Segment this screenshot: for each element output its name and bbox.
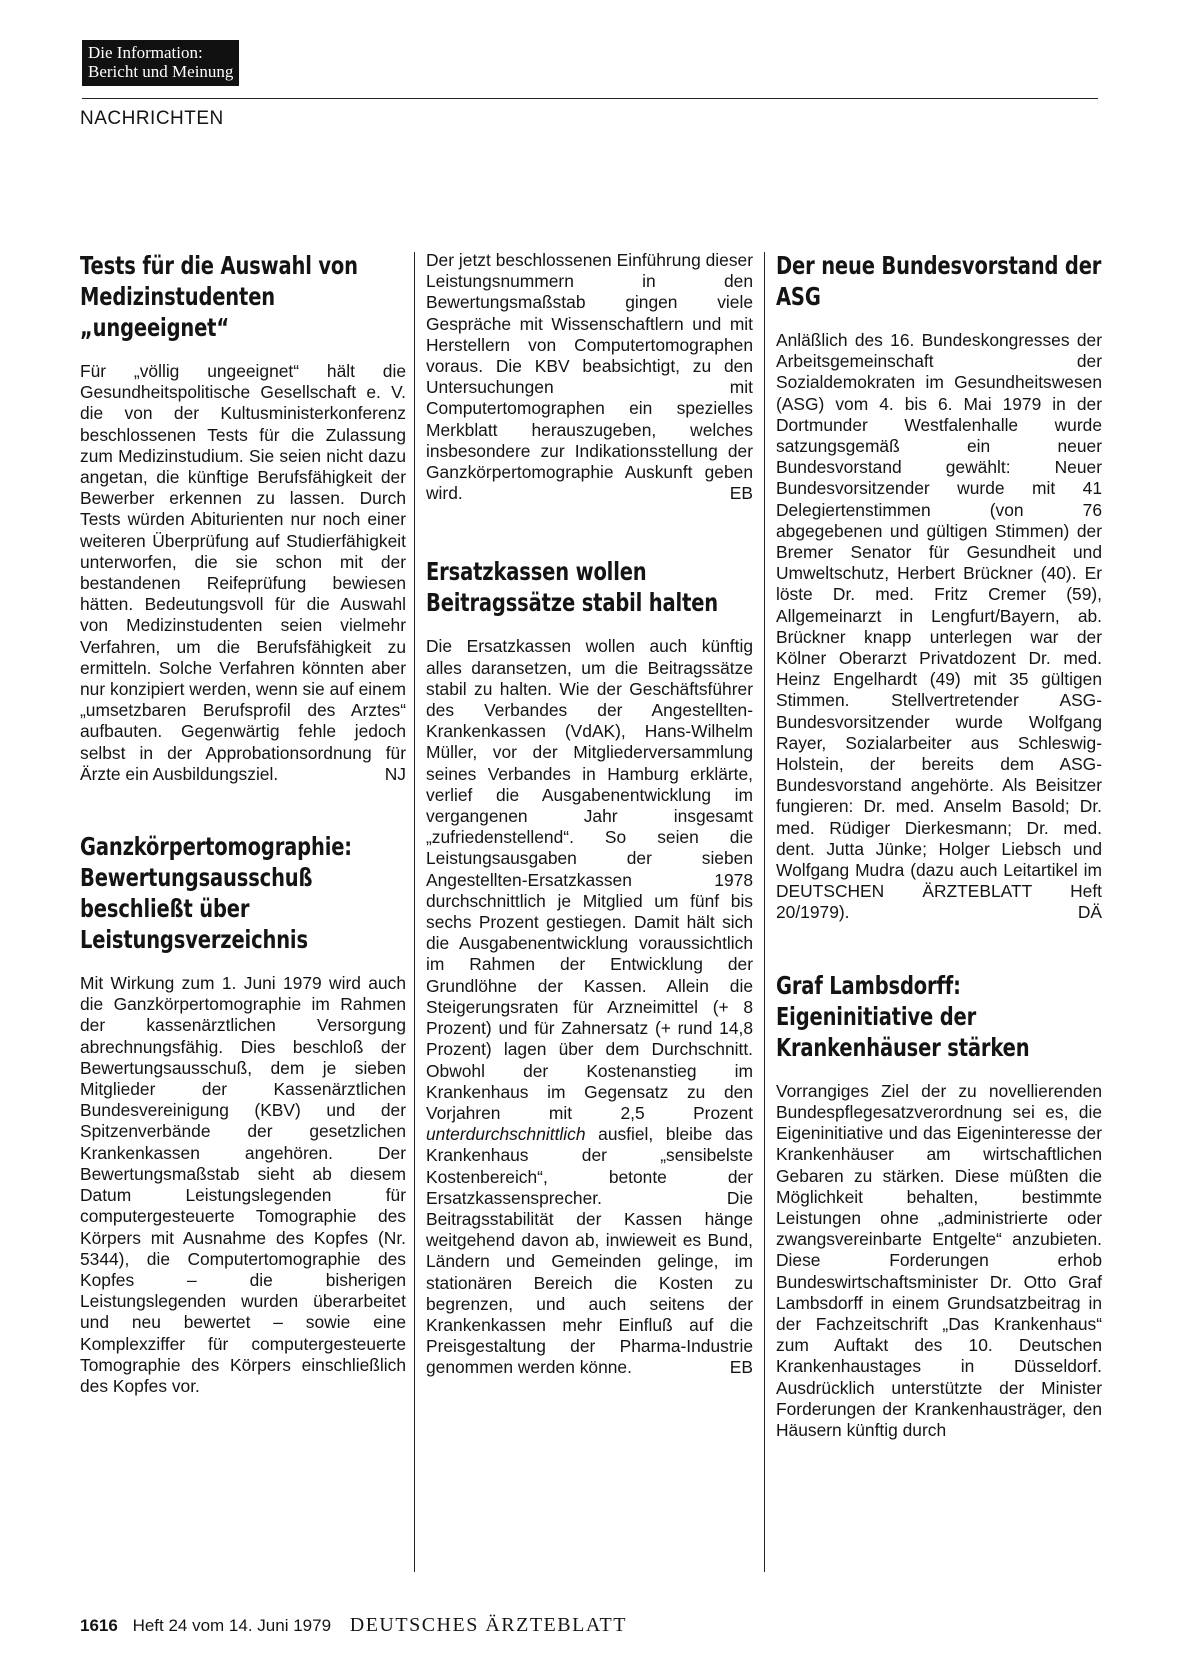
page-footer [80, 1614, 627, 1637]
article-body-asg [776, 330, 1102, 924]
column-rule-1 [414, 252, 415, 1572]
article-signature-asg: DÄ [1077, 902, 1102, 923]
article-text-ersatzkassen-b: ausfiel, bleibe das Krankenhaus der „sensibelste Kostenbereich“, betonte der Ersatzkassensprecher. Die Beitragsstabilität der Kassen hänge weitgehend davon ab, inwieweit es Bund, Ländern und Gemeinden gelinge, im stationären Bereich die Kosten zu begrenzen, und auch seitens der Krankenkassen mehr Einfluß auf die Preisgestaltung der Pharma-Industrie genommen werden könne. [426, 1124, 753, 1378]
article-body-tests [80, 361, 406, 785]
article-signature-ersatzkassen: EB [729, 1357, 753, 1378]
column-rule-2 [764, 252, 765, 1572]
article-text-tests: Für „völlig ungeeignet“ hält die Gesundheitspolitische Gesellschaft e. V. die von der Kultusministerkonferenz beschlossenen Tests für die Zulassung zum Medizinstudium. Sie seien nicht dazu angetan, die künftige Berufsfähigkeit der Bewerber erkennen zu lassen. Durch Tests würden Abiturienten nur noch einer weiteren Überprüfung auf Studierfähigkeit unterworfen, die sie schon mit der bestandenen Reifeprüfung bewiesen hätten. Bedeutungsvoll für die Auswahl von Medizinstudenten seien vielmehr Verfahren, um die Berufsfähigkeit zu ermitteln. Solche Verfahren könnten aber nur konzipiert werden, wenn sie auf einem „umsetzbaren Berufsprofil des Arztes“ aufbauten. Gegenwärtig fehle jedoch selbst in der Approbationsordnung für Ärzte ein Ausbildungsziel. [80, 361, 406, 784]
article-title-ersatzkassen: Ersatzkassen wollen Beitragssätze stabil halten [426, 557, 719, 618]
article-text-ersatzkassen-a: Die Ersatzkassen wollen auch künftig alles daransetzen, um die Beitragssätze stabil zu halten. Wie der Geschäftsführer des Verbandes der Angestellten-Krankenkassen (VdAK), Hans-Wilhelm Müller, vor der Mitgliederversammlung seines Verbandes in Hamburg erklärte, verlief die Ausgabenentwicklung im vergangenen Jahr insgesamt „zufriedenstellend“. So seien die Leistungsausgaben der sieben Angestellten-Ersatzkassen 1978 durchschnittlich je Mitglied um fünf bis sechs Prozent gestiegen. Damit hält sich die Ausgabenentwicklung voraussichtlich im Rahmen der Entwicklung der Grundlöhne der Kassen. Allein die Steigerungsraten für Arzneimittel (+ 8 Prozent) und für Zahnersatz (+ rund 14,8 Prozent) lagen über dem Durchschnitt. Obwohl der Kostenanstieg im Krankenhaus im Gegensatz zu den Vorjahren mit 2,5 Prozent [426, 636, 753, 1123]
article-title-tests: Tests für die Auswahl von Medizinstudenten „ungeeignet“ [80, 251, 358, 342]
article-title-asg: Der neue Bundesvorstand der ASG [776, 251, 1102, 311]
article-body-ganzkoerper: Mit Wirkung zum 1. Juni 1979 wird auch die Ganzkörpertomographie im Rahmen der kassenärztlichen Versorgung abrechnungsfähig. Dies beschloß der Bewertungsausschuß, dem je sieben Mitglieder der Kassenärztlichen Bundesvereinigung (KBV) und der Spitzenverbände der gesetzlichen Krankenkassen angehören. Der Bewertungsmaßstab sieht ab diesem Datum Leistungslegenden für computergesteuerte Tomographie des Körpers mit Ausnahme des Kopfes (Nr. 5344), die Computertomographie des Kopfes – die bisherigen Leistungslegenden wurden überarbeitet und neu bewertet – sowie eine Komplexziffer für computergesteuerte Tomographie des Körpers einschließlich des Kopfes vor. [80, 973, 406, 1396]
rubric-line-2: Bericht und Meinung [88, 62, 234, 81]
header-rule [82, 98, 1098, 99]
magazine-name: DEUTSCHES ÄRZTEBLATT [349, 1614, 627, 1636]
article-title-lambsdorff: Graf Lambsdorff: Eigeninitiative der Krankenhäuser stärken [776, 970, 1030, 1062]
column-3 [776, 250, 1102, 1441]
rubric-line-1: Die Information: [88, 43, 203, 62]
article-body-ganzkoerper-cont [426, 250, 753, 504]
article-text-ersatzkassen-em: unterdurchschnittlich [426, 1124, 586, 1145]
column-2 [426, 250, 753, 1379]
article-body-lambsdorff: Vorrangiges Ziel der zu novellierenden Bundespflegesatzverordnung sei es, die Eigeninitiative und das Eigeninteresse der Krankenhäuser am wirtschaftlichen Gebaren zu stärken. Diese müßten die Möglichkeit behalten, bestimmte Leistungen ohne „administrierte oder zwangsvereinbarte Entgelte“ anzubieten. Diese Forderungen erhob Bundeswirtschaftsminister Dr. Otto Graf Lambsdorff in einem Grundsatzbeitrag in der Fachzeitschrift „Das Krankenhaus“ zum Auftakt des 10. Deutschen Krankenhaustages in Düsseldorf. Ausdrücklich unterstützte der Minister Forderungen der Krankenhausträger, den Häusern künftig durch [776, 1080, 1102, 1440]
section-label: NACHRICHTEN [80, 108, 224, 129]
page-number: 1616 [80, 1616, 118, 1635]
rubric-box [82, 40, 239, 86]
article-signature-tests: NJ [384, 763, 406, 784]
column-1 [80, 250, 406, 1397]
article-text-asg: Anläßlich des 16. Bundeskongresses der Arbeitsgemeinschaft der Sozialdemokraten im Gesundheitswesen (ASG) vom 4. bis 6. Mai 1979 in der Dortmunder Westfalenhalle wurde satzungsgemäß ein neuer Bundesvorstand gewählt: Neuer Bundesvorsitzender wurde mit 41 Delegiertenstimmen (von 76 abgegebenen und gültigen Stimmen) der Bremer Senator für Gesundheit und Umweltschutz, Herbert Brückner (40). Er löste Dr. med. Fritz Cremer (59), Allgemeinarzt in Lengfurt/Bayern, ab. Brückner knapp unterlegen war der Kölner Oberarzt Privatdozent Dr. med. Heinz Engelhardt (49) mit 35 gültigen Stimmen. Stellvertretender ASG-Bundesvorsitzender wurde Wolfgang Rayer, Sozialarbeiter aus Schleswig-Holstein, der bereits dem ASG-Bundesvorstand angehörte. Als Beisitzer fungieren: Dr. med. Anselm Basold; Dr. med. Rüdiger Dierkesmann; Dr. med. dent. Jutta Jünke; Holger Liebsch und Wolfgang Mudra (dazu auch Leitartikel im DEUTSCHEN ÄRZTEBLATT Heft 20/1979). [776, 330, 1102, 923]
issue-info: Heft 24 vom 14. Juni 1979 [132, 1616, 332, 1635]
article-body-ersatzkassen [426, 636, 753, 1378]
article-title-ganzkoerper: Ganzkörpertomographie: Bewertungsausschuß beschließt über Leistungsverzeichnis [80, 832, 352, 955]
article-text-ganzkoerper-cont: Der jetzt beschlossenen Einführung dieser Leistungsnummern in den Bewertungsmaßstab gingen viele Gespräche mit Wissenschaftlern und mit Herstellern von Computertomographen voraus. Die KBV beabsichtigt, zu den Untersuchungen mit Computertomographen ein spezielles Merkblatt herauszugeben, welches insbesondere zur Indikationsstellung der Ganzkörpertomographie Auskunft geben wird. [426, 250, 753, 504]
article-signature-ganzkoerper: EB [729, 483, 753, 504]
